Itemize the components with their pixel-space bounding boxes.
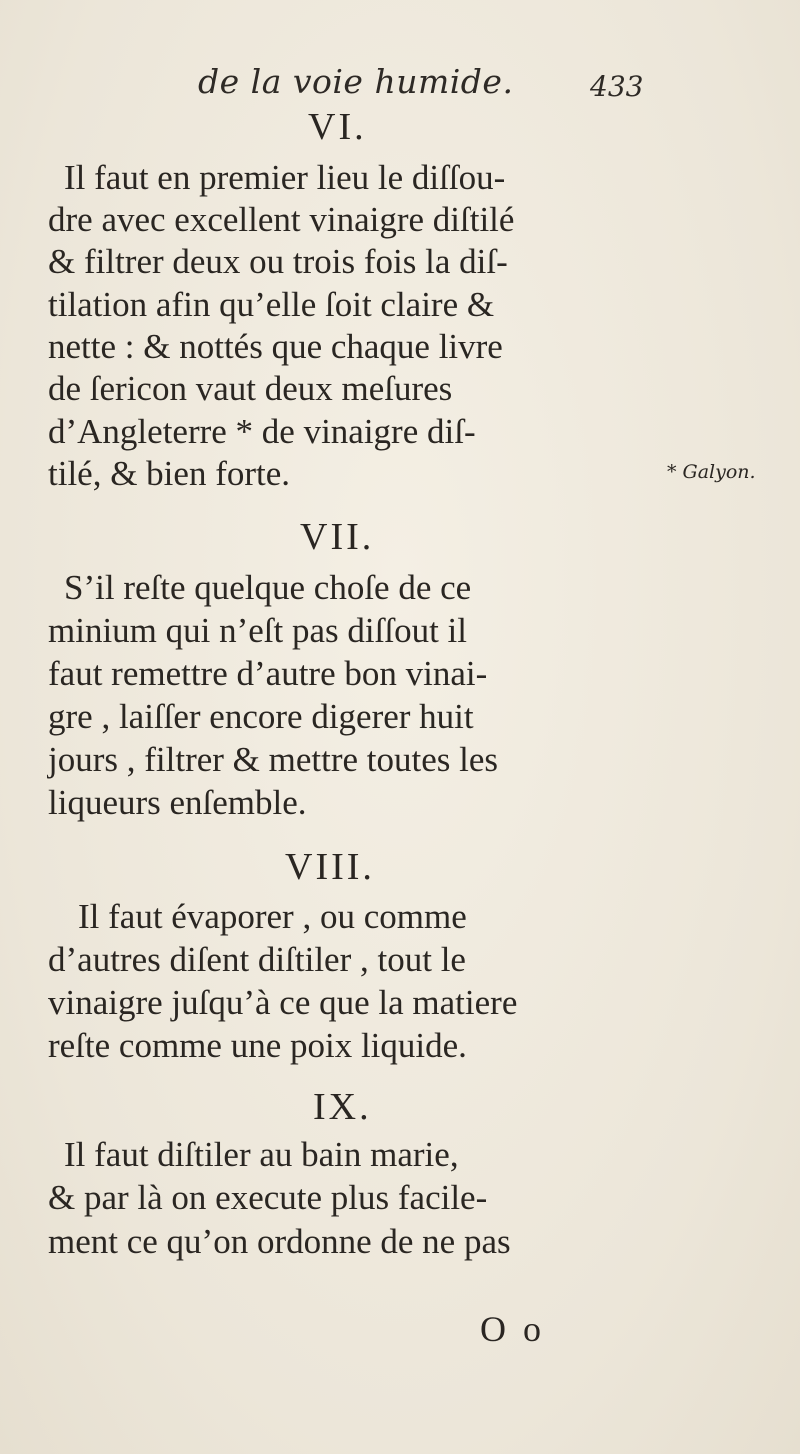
margin-note: * Galyon.: [667, 461, 756, 483]
section-heading-vii: VII.: [300, 516, 375, 558]
signature-mark: O o: [480, 1309, 545, 1349]
text-line: reſte comme une poix liquide.: [48, 1026, 467, 1065]
text-line: vinaigre juſqu’à ce que la matiere: [48, 983, 518, 1022]
text-line: nette : & nottés que chaque livre: [48, 327, 503, 366]
text-line: jours , filtrer & mettre toutes les: [48, 740, 499, 779]
text-line: dre avec excellent vinaigre diſtilé: [48, 200, 515, 239]
text-line: tilation afin qu’elle ſoit claire &: [48, 285, 495, 324]
text-line: d’autres diſent diſtiler , tout le: [48, 940, 466, 979]
text-line: & par là on execute plus facile-: [48, 1178, 488, 1217]
text-line: minium qui n’eſt pas diſſout il: [48, 611, 468, 650]
running-head: de la voie humide.: [198, 62, 514, 101]
text-line: de ſericon vaut deux meſures: [48, 369, 453, 408]
text-line: liqueurs enſemble.: [48, 783, 307, 822]
text-line: gre , laiſſer encore digerer huit: [48, 697, 474, 736]
text-line: faut remettre d’autre bon vinai-: [48, 654, 488, 693]
section-heading-viii: VIII.: [285, 846, 375, 888]
text-line: S’il reſte quelque choſe de ce: [64, 568, 472, 607]
text-line: Il faut en premier lieu le diſſou-: [64, 158, 506, 197]
text-line: Il faut diſtiler au bain marie,: [64, 1135, 459, 1174]
text-line: ment ce qu’on ordonne de ne pas: [48, 1222, 511, 1261]
page-number: 433: [590, 70, 644, 103]
text-line: tilé, & bien forte.: [48, 454, 291, 493]
section-heading-ix: IX.: [313, 1086, 372, 1128]
text-line: Il faut évaporer , ou comme: [78, 897, 467, 936]
text-line: & filtrer deux ou trois fois la diſ-: [48, 242, 508, 281]
section-heading-vi: VI.: [308, 106, 367, 148]
text-line: d’Angleterre * de vinaigre diſ-: [48, 412, 476, 451]
